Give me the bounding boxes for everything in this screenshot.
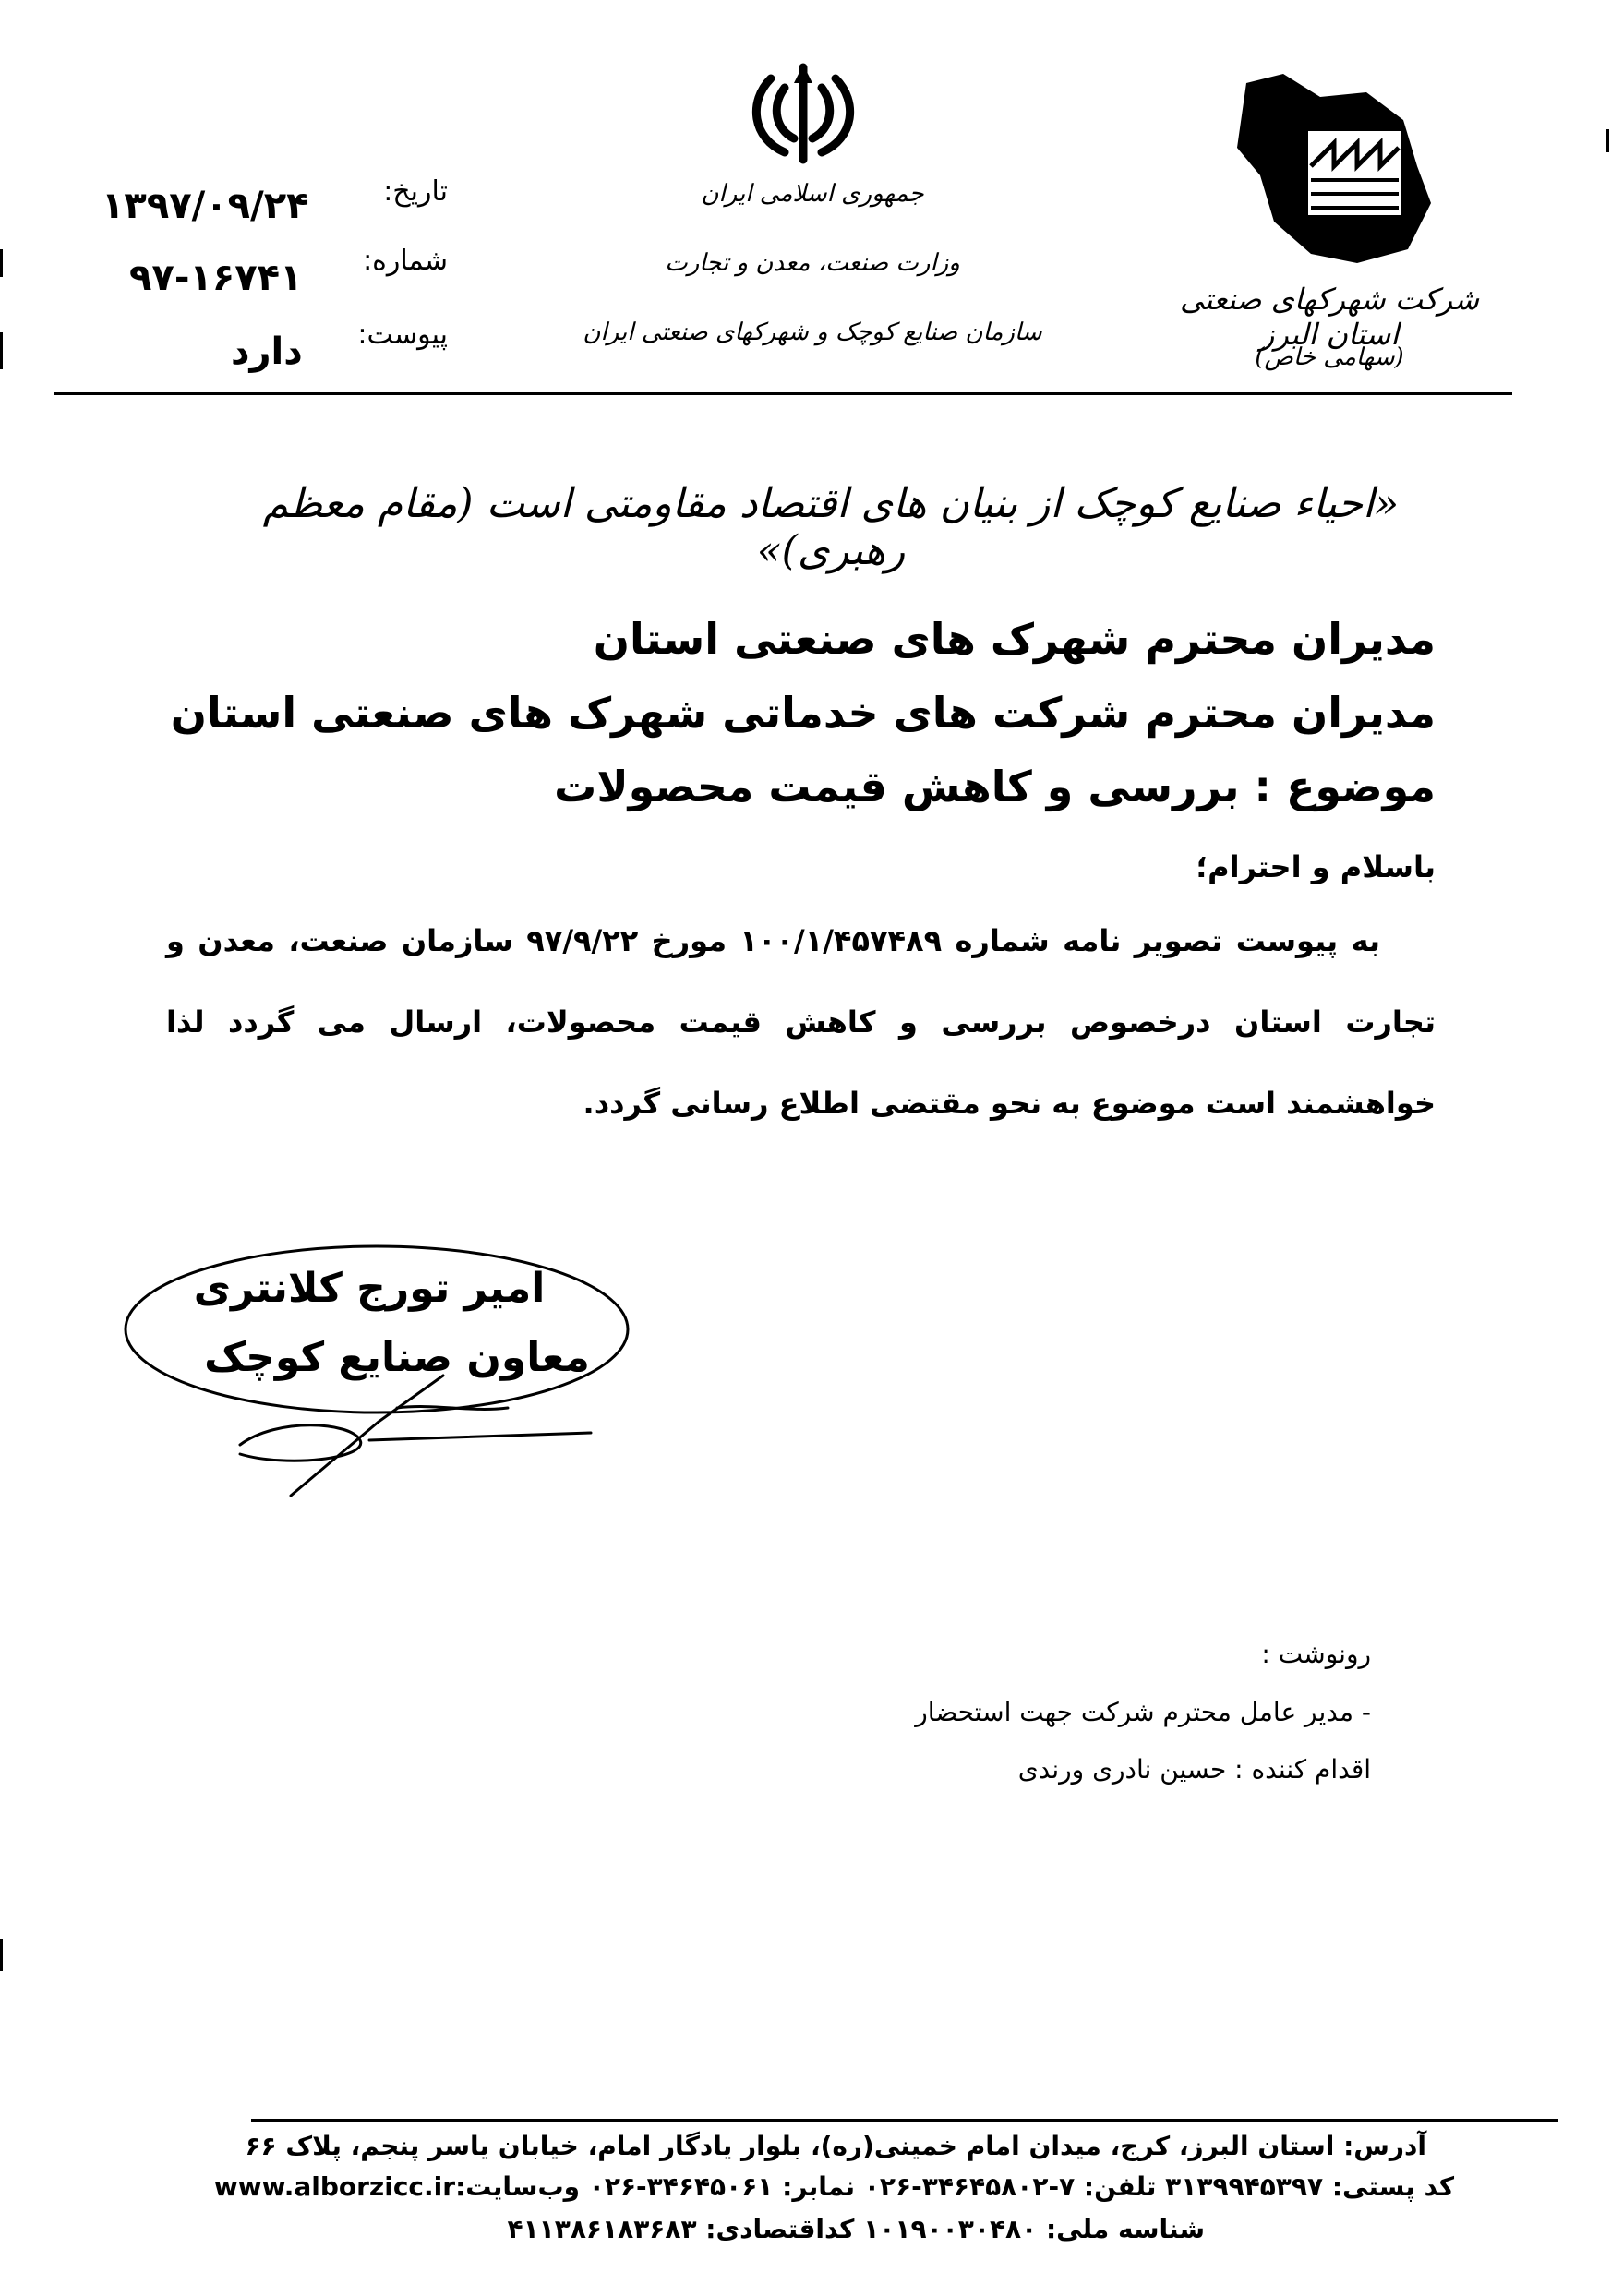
date-label: تاریخ: — [383, 175, 448, 208]
scan-mark — [1606, 129, 1609, 152]
attachment-label: پیوست: — [357, 319, 448, 351]
cc-action: اقدام کننده : حسین نادری ورندی — [1017, 1754, 1371, 1785]
republic-name: جمهوری اسلامی ایران — [701, 180, 924, 208]
body-paragraph: به پیوست تصویر نامه شماره ۱۰۰/۱/۴۵۷۴۸۹ مورخ ۹۷/۹/۲۲ سازمان صنعت، معدن و تجارت استان درخصوص بررسی و کاهش قیمت محصولات، ارسال می گردد لذا خواهشمند است موضوع به نحو مقتضی اطلاع رسانی گردد. — [166, 923, 1436, 1121]
motto: «احیاء صنایع کوچک از بنیان های اقتصاد مقاومتی است (مقام معظم رهبری)» — [262, 480, 1400, 574]
iran-emblem-icon — [743, 60, 863, 166]
scan-mark — [0, 249, 3, 277]
ministry-name: وزارت صنعت، معدن و تجارت — [665, 249, 960, 277]
signature-icon — [222, 1366, 609, 1505]
footer-divider — [251, 2119, 1558, 2122]
greeting: باسلام و احترام؛ — [1196, 849, 1436, 884]
recipient-1: مدیران محترم شهرک های صنعتی استان — [593, 614, 1436, 664]
scan-mark — [0, 1939, 3, 1971]
cc-heading: رونوشت : — [1261, 1639, 1371, 1669]
iran-map-factory-logo-icon — [1219, 65, 1440, 277]
attachment-value: دارد — [231, 331, 303, 373]
scan-mark — [0, 332, 3, 369]
date-value: ۱۳۹۷/۰۹/۲۴ — [102, 185, 309, 227]
footer-address: آدرس: استان البرز، کرج، میدان امام خمینی(ره)، بلوار یادگار امام، خیابان یاسر پنجم، پلاک ۶۶ — [245, 2131, 1426, 2161]
subject: موضوع : بررسی و کاهش قیمت محصولات — [554, 762, 1436, 811]
header-divider — [54, 392, 1512, 395]
footer-ids: شناسه ملی: ۱۰۱۹۰۰۳۰۴۸۰ کداقتصادی: ۴۱۱۳۸۶۱۸۳۶۸۳ — [507, 2214, 1205, 2244]
number-value: ۹۷-۱۶۷۴۱ — [129, 257, 303, 299]
company-name: شرکت شهرکهای صنعتی استان البرز — [1179, 282, 1480, 352]
recipient-2: مدیران محترم شرکت های خدماتی شهرک های صنعتی استان — [170, 688, 1436, 738]
signatory-title: معاون صنایع کوچک — [204, 1334, 590, 1381]
company-type: (سهامی خاص) — [1255, 343, 1404, 371]
signatory-name: امیر تورج کلانتری — [193, 1265, 546, 1312]
footer-contact: کد پستی: ۳۱۳۹۹۴۵۳۹۷ تلفن: ۷-۳۴۶۴۵۸۰۲-۰۲۶ نمابر: ۳۴۶۴۵۰۶۱-۰۲۶ وب‌سایت:www.alborzicc.ir — [213, 2171, 1454, 2202]
number-label: شماره: — [363, 245, 448, 277]
cc-line: - مدیر عامل محترم شرکت جهت استحضار — [915, 1697, 1371, 1727]
organization-name: سازمان صنایع کوچک و شهرکهای صنعتی ایران — [583, 319, 1042, 346]
